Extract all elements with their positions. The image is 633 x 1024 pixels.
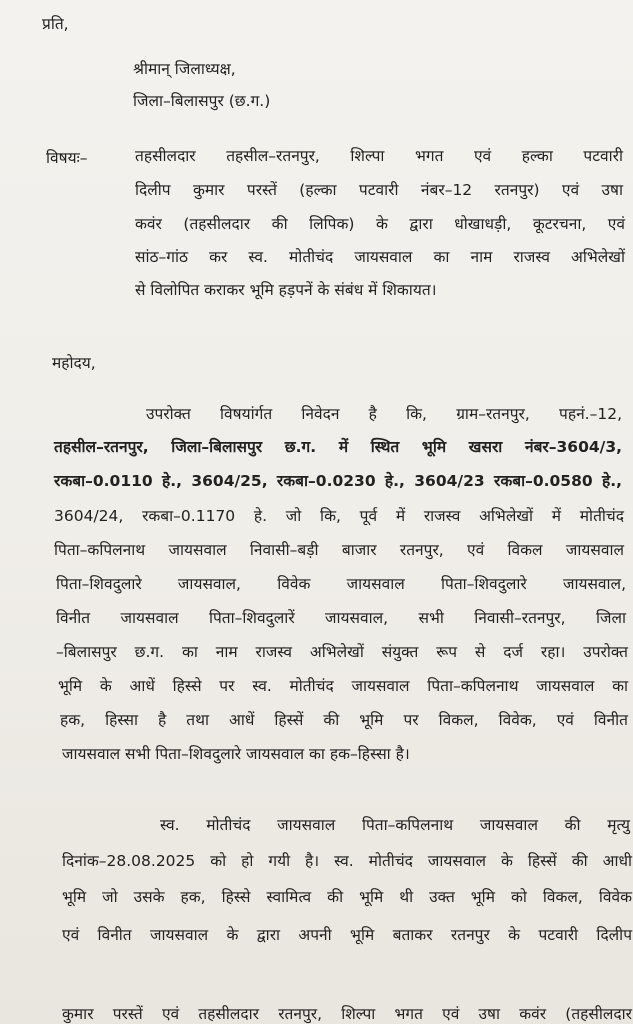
- para1-line-8: –बिलासपुर छ.ग. का नाम राजस्व अभिलेखों संयुक्त रूप से दर्ज रहा। उपरोक्त: [56, 643, 628, 661]
- para1-line-1: उपरोक्त विषयांर्गत निवेदन है कि, ग्राम–रतनपुर, पहनं.–12,: [146, 405, 622, 423]
- para2-line-3: भूमि जो उसके हक, हिस्से स्वामित्व की भूमि थी उक्त भूमि को विकल, विवेक: [62, 888, 632, 906]
- salutation: महोदय,: [52, 354, 96, 372]
- para1-line-11: जायसवाल सभी पिता–शिवदुलारे जायसवाल का हक–हिस्सा है।: [62, 745, 410, 763]
- para1-line-2: तहसील–रतनपुर, जिला–बिलासपुर छ.ग. में स्थित भूमि खसरा नंबर–3604/3,: [54, 438, 622, 456]
- subject-line-4: सांठ–गांठ कर स्व. मोतीचंद जायसवाल का नाम राजस्व अभिलेखों: [135, 248, 625, 266]
- para1-line-6: पिता–शिवदुलारे जायसवाल, विवेक जायसवाल पिता–शिवदुलारे जायसवाल,: [56, 575, 626, 593]
- subject-line-3: कवंर (तहसीलदार की लिपिक) के द्वारा धोखाधड़ी, कूटरचना, एवं: [135, 215, 625, 233]
- para1-line-10: हक, हिस्सा है तथा आधें हिस्सें की भूमि पर विकल, विवेक, एवं विनीत: [60, 711, 628, 729]
- para1-line-5: पिता–कपिलनाथ जायसवाल निवासी–बड़ी बाजार रतनपुर, एवं विकल जायसवाल: [54, 541, 624, 559]
- para1-line-4: 3604/24, रकबा–0.1170 हे. जो कि, पूर्व में राजस्व अभिलेखों में मोतीचंद: [54, 507, 624, 525]
- recipient-district: जिला–बिलासपुर (छ.ग.): [133, 92, 271, 110]
- subject-label: विषयः–: [46, 149, 88, 167]
- para1-line-9: भूमि के आधें हिस्से पर स्व. मोतीचंद जायसवाल पिता–कपिलनाथ जायसवाल का: [58, 677, 628, 695]
- para1-line-3: रकबा–0.0110 हे., 3604/25, रकबा–0.0230 हे., 3604/23 रकबा–0.0580 हे.,: [54, 472, 622, 490]
- para2-line-5: कुमार परस्तें एवं तहसीलदार रतनपुर, शिल्पा भगत एवं उषा कवंर (तहसीलदार: [62, 1005, 632, 1023]
- recipient-title: श्रीमान् जिलाध्यक्ष,: [133, 60, 236, 78]
- para2-line-2: दिनांक–28.08.2025 को हो गयी है। स्व. मोतीचंद जायसवाल के हिस्सें की आधी: [62, 852, 632, 870]
- para2-line-4: एवं विनीत जायसवाल के द्वारा अपनी भूमि बताकर रतनपुर के पटवारी दिलीप: [62, 926, 632, 944]
- para2-line-1: स्व. मोतीचंद जायसवाल पिता–कपिलनाथ जायसवाल की मृत्यु: [160, 816, 630, 834]
- subject-line-5: से विलोपित कराकर भूमि हड़पनें के संबंध में शिकायत।: [135, 281, 437, 299]
- prati-text: प्रति,: [42, 15, 69, 33]
- para1-line-7: विनीत जायसवाल पिता–शिवदुलारें जायसवाल, सभी निवासी–रतनपुर, जिला: [56, 609, 626, 627]
- subject-line-2: दिलीप कुमार परस्तें (हल्का पटवारी नंबर–12 रतनपुर) एवं उषा: [135, 181, 623, 199]
- subject-line-1: तहसीलदार तहसील–रतनपुर, शिल्पा भगत एवं हल्का पटवारी: [135, 147, 623, 165]
